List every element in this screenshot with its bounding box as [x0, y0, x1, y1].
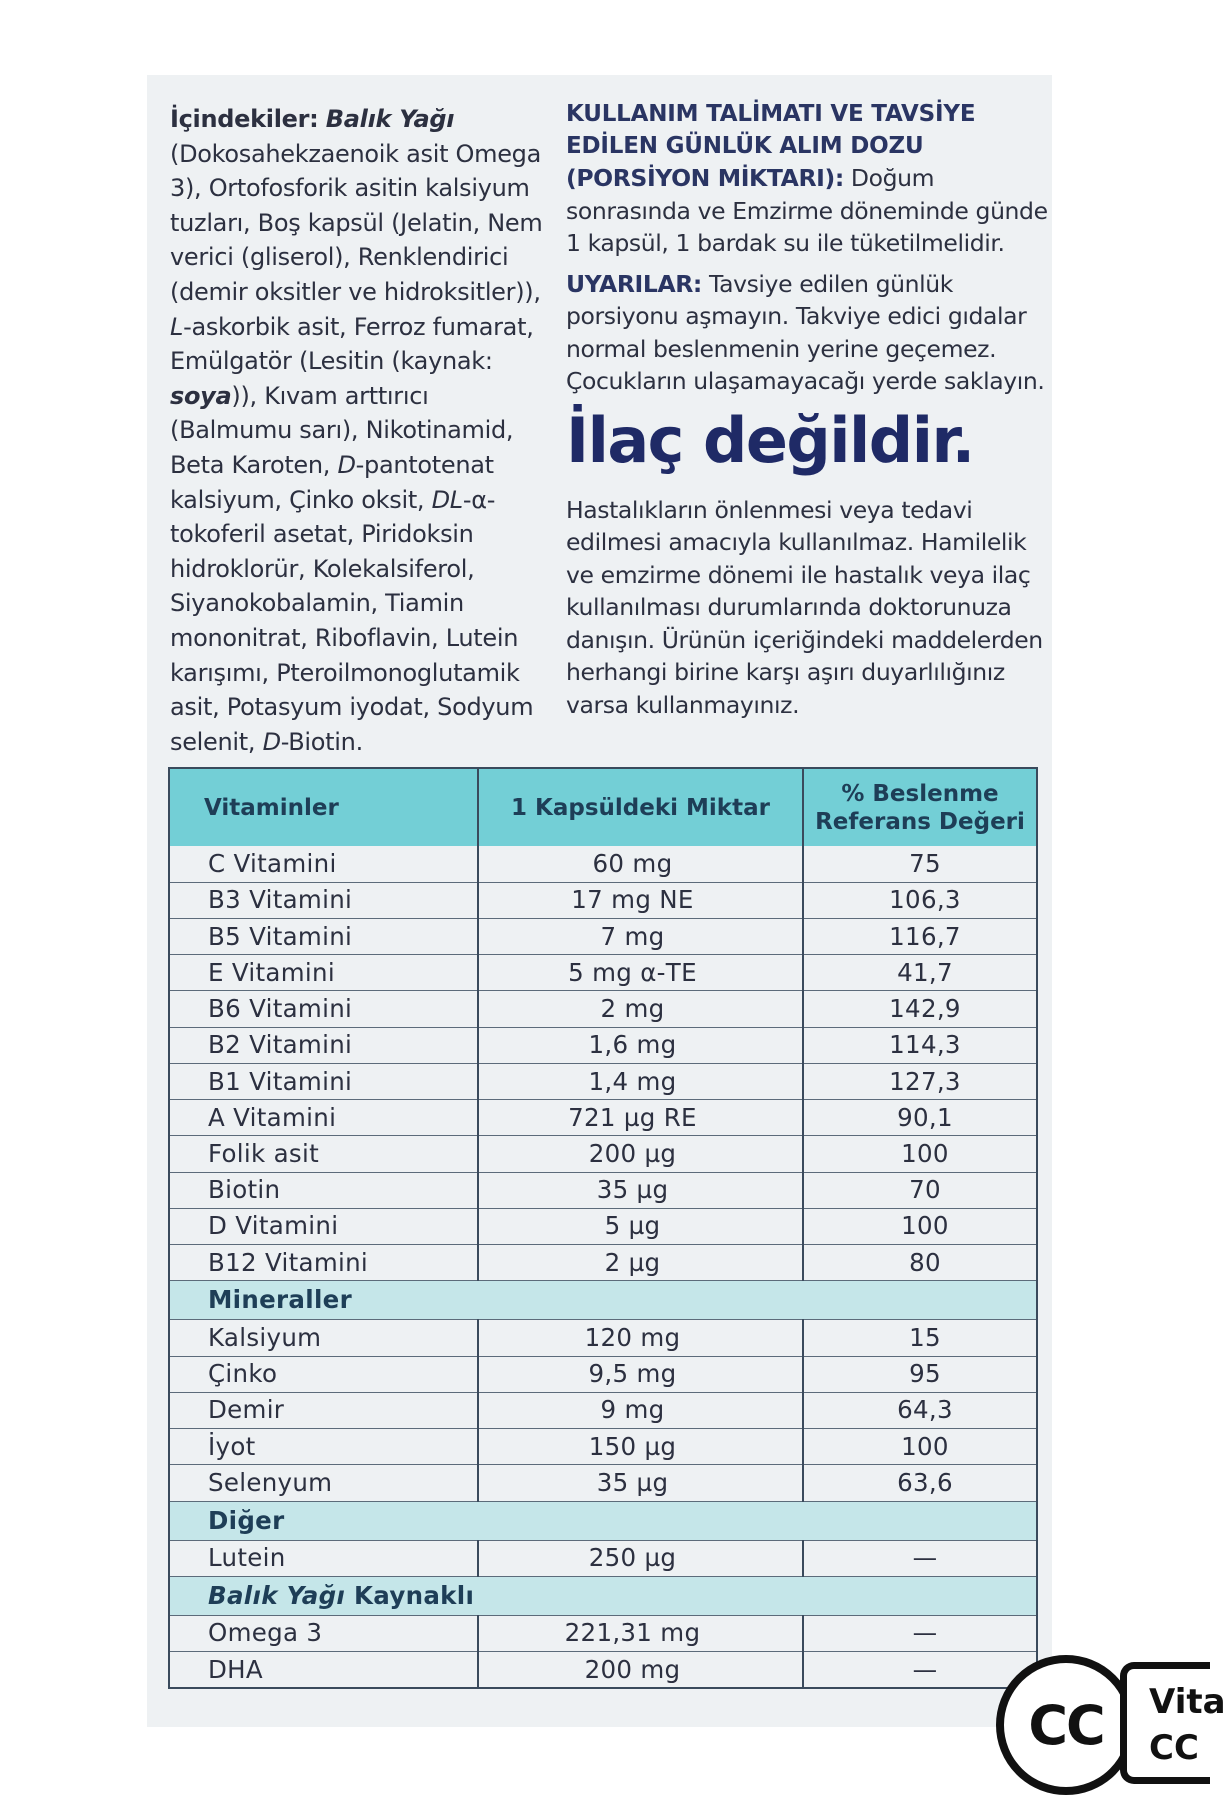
nutrient-name: Çinko [169, 1356, 478, 1392]
nutrient-amount: 2 µg [478, 1245, 803, 1281]
portion-label: (PORSİYON MİKTARI): [566, 164, 844, 192]
nutrient-amount: 1,4 mg [478, 1063, 803, 1099]
table-row [169, 955, 1037, 991]
table-row [169, 1245, 1037, 1281]
usage-warnings-column [566, 98, 1048, 721]
d2-prefix: D [262, 727, 281, 756]
nutrient-reference: 127,3 [803, 1063, 1037, 1099]
fish-oil-rest: Kaynaklı [345, 1580, 475, 1610]
nutrient-name: B6 Vitamini [169, 991, 478, 1027]
brand-box [1120, 1662, 1226, 1784]
nutrient-reference: 116,7 [803, 918, 1037, 954]
nutrient-reference: — [803, 1615, 1037, 1651]
table-row [169, 991, 1037, 1027]
nutrient-name: B3 Vitamini [169, 882, 478, 918]
nutrient-name: Selenyum [169, 1465, 478, 1501]
nutrient-amount: 35 µg [478, 1465, 803, 1501]
section-minerals: Mineraller [169, 1281, 1037, 1320]
brand-box-line-2: CC [1149, 1728, 1199, 1768]
table-row [169, 1356, 1037, 1392]
table-row [169, 1027, 1037, 1063]
nutrient-name: A Vitamini [169, 1100, 478, 1136]
table-row [169, 1540, 1037, 1576]
nutrient-amount: 150 µg [478, 1429, 803, 1465]
nutrient-reference: 70 [803, 1172, 1037, 1208]
nutrient-reference: 100 [803, 1208, 1037, 1244]
table-row [169, 918, 1037, 954]
nutrient-name: E Vitamini [169, 955, 478, 991]
table-row [169, 1652, 1037, 1689]
nutrient-amount: 9 mg [478, 1392, 803, 1428]
ingredients-part-3: )), Kıvam arttırıcı (Balmumu sarı), Nikotinamid, Beta Karoten, [170, 381, 514, 479]
table-row [169, 1208, 1037, 1244]
section-row [169, 1576, 1037, 1615]
nutrient-amount: 17 mg NE [478, 882, 803, 918]
nutrient-amount: 2 mg [478, 991, 803, 1027]
nutrient-reference: 75 [803, 846, 1037, 882]
warnings-text: Tavsiye edilen günlük porsiyonu aşmayın. Takviye edici gıdalar normal beslenmenin yerine geçemez. Çocukların ulaşamayacağı yerde saklayın. [566, 269, 1045, 395]
nutrient-name: C Vitamini [169, 846, 478, 882]
nutrient-name: B2 Vitamini [169, 1027, 478, 1063]
soya-label: soya [170, 381, 232, 410]
usage-title-2: EDİLEN GÜNLÜK ALIM DOZU [566, 133, 924, 159]
disclaimer-paragraph: Hastalıkların önlenmesi veya tedavi edilmesi amacıyla kullanılmaz. Hamilelik ve emzirme dönemi ile hastalık veya ilaç kullanılması durumlarında doktorunuza danışın. Ürünün içeriğindeki maddelerden herhangi birine karşı aşırı duyarlılığınız varsa kullanmayınız. [566, 495, 1043, 719]
nutrient-amount: 60 mg [478, 846, 803, 882]
warnings-block [566, 268, 1048, 398]
nutrient-amount: 250 µg [478, 1540, 803, 1576]
nutrient-amount: 120 mg [478, 1320, 803, 1356]
nutrient-reference: 41,7 [803, 955, 1037, 991]
warnings-label: UYARILAR: [566, 269, 702, 298]
section-fish-oil [169, 1576, 1037, 1615]
nutrient-name: Demir [169, 1392, 478, 1428]
nutrient-reference: 63,6 [803, 1465, 1037, 1501]
nutrient-name: Kalsiyum [169, 1320, 478, 1356]
fish-oil-label: Balık Yağı [325, 105, 455, 133]
section-row [169, 1501, 1037, 1540]
nutrient-amount: 221,31 mg [478, 1615, 803, 1651]
nutrient-reference: 100 [803, 1429, 1037, 1465]
portion-text: Doğum sonrasında ve Emzirme döneminde günde 1 kapsül, 1 bardak su ile tüketilmelidir. [566, 164, 1048, 257]
table-body [169, 846, 1037, 1688]
section-other: Diğer [169, 1501, 1037, 1540]
not-a-drug-heading: İlaç değildir. [566, 403, 974, 477]
nutrition-table [168, 767, 1038, 1689]
table-row [169, 1429, 1037, 1465]
usage-title-1: KULLANIM TALİMATI VE TAVSİYE [566, 101, 976, 127]
d-prefix: D [337, 450, 356, 479]
nutrient-reference: 15 [803, 1320, 1037, 1356]
nutrient-amount: 7 mg [478, 918, 803, 954]
nutrient-amount: 1,6 mg [478, 1027, 803, 1063]
nutrient-reference: — [803, 1652, 1037, 1689]
nutrient-amount: 721 µg RE [478, 1100, 803, 1136]
nutrient-amount: 200 µg [478, 1136, 803, 1172]
nutrient-reference: 114,3 [803, 1027, 1037, 1063]
l-prefix: L [170, 312, 184, 341]
ingredients-part-6: -Biotin. [280, 727, 363, 756]
nutrient-reference: 106,3 [803, 882, 1037, 918]
table-row [169, 846, 1037, 882]
table-row [169, 1063, 1037, 1099]
nutrient-name: Biotin [169, 1172, 478, 1208]
nutrient-name: B12 Vitamini [169, 1245, 478, 1281]
ingredients-part-1: (Dokosahekzaenoik asit Omega 3), Ortofosforik asitin kalsiyum tuzları, Boş kapsül (Jelatin, Nem verici (gliserol), Renklendirici (demir oksitler ve hidroksitler)), [170, 139, 543, 306]
nutrient-reference: 80 [803, 1245, 1037, 1281]
nutrient-name: B1 Vitamini [169, 1063, 478, 1099]
nutrient-amount: 35 µg [478, 1172, 803, 1208]
nutrient-amount: 5 mg α-TE [478, 955, 803, 991]
table-header-row [169, 768, 1037, 846]
nutrient-name: Folik asit [169, 1136, 478, 1172]
nutrient-name: Omega 3 [169, 1615, 478, 1651]
section-row [169, 1281, 1037, 1320]
table-row [169, 1172, 1037, 1208]
table-row [169, 1136, 1037, 1172]
header-reference: % Beslenme Referans Değeri [803, 768, 1037, 846]
nutrient-amount: 5 µg [478, 1208, 803, 1244]
ingredients-part-5: -α-tokoferil asetat, Piridoksin hidroklorür, Kolekalsiferol, Siyanokobalamin, Tiamin mononitrat, Riboflavin, Lutein karışımı, Pteroilmonoglutamik asit, Potasyum iyodat, Sodyum selenit, [170, 485, 534, 756]
nutrient-name: B5 Vitamini [169, 918, 478, 954]
nutrient-reference: 90,1 [803, 1100, 1037, 1136]
table-row [169, 1465, 1037, 1501]
table-row [169, 1615, 1037, 1651]
table-row [169, 1100, 1037, 1136]
nutrient-reference: 95 [803, 1356, 1037, 1392]
usage-portion [566, 162, 1048, 260]
ingredients-lead: İçindekiler: [170, 105, 319, 133]
table-row [169, 882, 1037, 918]
nutrient-amount: 9,5 mg [478, 1356, 803, 1392]
nutrient-name: D Vitamini [169, 1208, 478, 1244]
ingredients-part-2: -askorbik asit, Ferroz fumarat, Emülgatör (Lesitin (kaynak: [170, 312, 534, 376]
ingredients-text [170, 102, 555, 759]
header-amount: 1 Kapsüldeki Miktar [478, 768, 803, 846]
nutrient-reference: 64,3 [803, 1392, 1037, 1428]
nutrient-reference: 100 [803, 1136, 1037, 1172]
fish-oil-italic: Balık Yağı [208, 1580, 346, 1610]
nutrient-name: DHA [169, 1652, 478, 1689]
dl-prefix: DL [431, 485, 463, 514]
nutrient-reference: — [803, 1540, 1037, 1576]
header-vitamins: Vitaminler [169, 768, 478, 846]
brand-box-line-1: Vita [1149, 1682, 1226, 1722]
ingredients-part-4: -pantotenat kalsiyum, Çinko oksit, [170, 450, 494, 514]
nutrient-amount: 200 mg [478, 1652, 803, 1689]
cc-logo-icon: CC [996, 1655, 1136, 1795]
nutrient-name: İyot [169, 1429, 478, 1465]
nutrient-name: Lutein [169, 1540, 478, 1576]
table-row [169, 1392, 1037, 1428]
table-row [169, 1320, 1037, 1356]
nutrient-reference: 142,9 [803, 991, 1037, 1027]
